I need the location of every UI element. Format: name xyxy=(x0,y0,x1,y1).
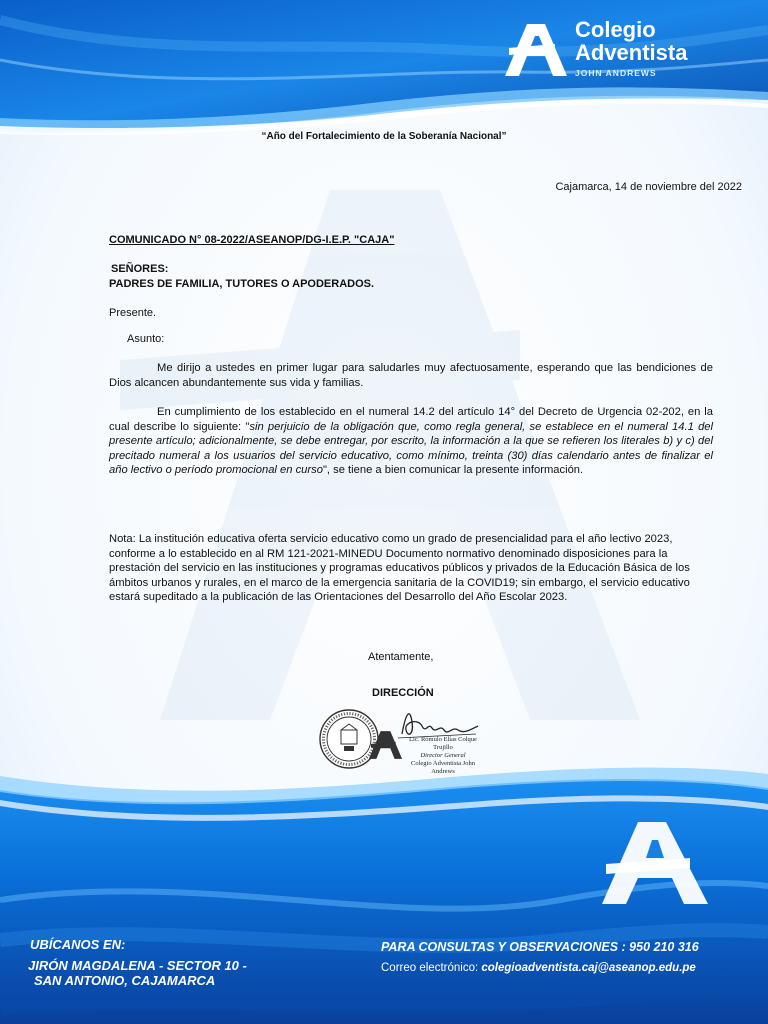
footer-email-line xyxy=(381,962,696,974)
footer-address-line-1: JIRÓN MAGDALENA - SECTOR 10 - xyxy=(28,958,247,973)
paragraph-legal-quote: sin perjuicio de la obligación que, como regla general, se establece en el numeral 14.1 del presente artículo; adicionalmente, se debe entregar, por escrito, la información a la que se refieren los literales b) y c) del precitado numeral a los usuarios del servicio educativo, como mínimo, treinta (30) días calendario antes de finalizar el año lectivo o período promocional en curso xyxy=(109,420,713,477)
signature-title: Director General xyxy=(420,752,466,759)
salutation-line-1: SEÑORES: xyxy=(111,263,169,275)
footer-contact-label: PARA CONSULTAS Y OBSERVACIONES : 950 210 316 xyxy=(381,940,699,954)
signature-org: Colegio Adventista John Andrews xyxy=(411,760,475,775)
paragraph-legal-end: ", se tiene a bien comunicar la presente información. xyxy=(322,464,584,477)
place-date: Cajamarca, 14 de noviembre del 2022 xyxy=(555,181,742,193)
paragraph-note xyxy=(109,532,717,605)
footer-logo-a-icon xyxy=(602,818,712,908)
logo-line-1: Colegio xyxy=(575,17,656,42)
signature-name: Lic. Rómulo Elías Colque Trujillo xyxy=(409,736,477,751)
footer-address-line-2: SAN ANTONIO, CAJAMARCA xyxy=(34,973,216,988)
paragraph-legal-basis xyxy=(109,405,713,478)
logo-a-icon xyxy=(505,22,569,78)
paragraph-note-text: Nota: La institución educativa oferta servicio educativo como un grado de presencialidad para el año lectivo 2023, conforme a lo establecido en al RM 121-2021-MINEDU Documento normativo denominado disposiciones para la prestación del servicio en las instituciones y programas educativos públicos y privados de la Educación Básica de los ámbitos urbanos y rurales, en el marco de la emergencia sanitaria de la COVID19; sin embargo, el servicio educativo estará supeditado a la publicación de las Orientaciones del Desarrollo del Año Escolar 2023. xyxy=(109,533,690,604)
signatory-label: DIRECCIÓN xyxy=(372,687,434,699)
logo-line-3: JOHN ANDREWS xyxy=(575,68,657,78)
logo-line-2: Adventista xyxy=(575,40,688,65)
communique-reference: COMUNICADO N° 08-2022/ASEANOP/DG-I.E.P. "CAJA" xyxy=(109,234,395,246)
paragraph-greeting-text: Me dirijo a ustedes en primer lugar para saludarles muy afectuosamente, esperando que las bendiciones de Dios alcancen abundantemente sus vida y familias. xyxy=(109,362,713,389)
paragraph-greeting xyxy=(109,361,713,390)
school-logo xyxy=(505,16,735,86)
footer-email-link[interactable]: colegioadventista.caj@aseanop.edu.pe xyxy=(481,962,696,974)
signature-block xyxy=(403,736,483,776)
paragraph-legal-intro: En cumplimiento de los establecido en el numeral 14.2 del artículo 14° del Decreto de Urgencia 02-202, en la cual describe lo siguiente: " xyxy=(109,406,713,433)
footer-location-label: UBÍCANOS EN: xyxy=(30,937,126,952)
footer-email-label: Correo electrónico: xyxy=(381,962,479,974)
presente-line: Presente. xyxy=(109,307,157,319)
salutation-line-2: PADRES DE FAMILIA, TUTORES O APODERADOS. xyxy=(109,278,375,290)
closing-line: Atentamente, xyxy=(368,651,434,663)
year-motto: “Año del Fortalecimiento de la Soberanía Nacional” xyxy=(261,131,507,142)
asunto-line: Asunto: xyxy=(127,333,165,345)
